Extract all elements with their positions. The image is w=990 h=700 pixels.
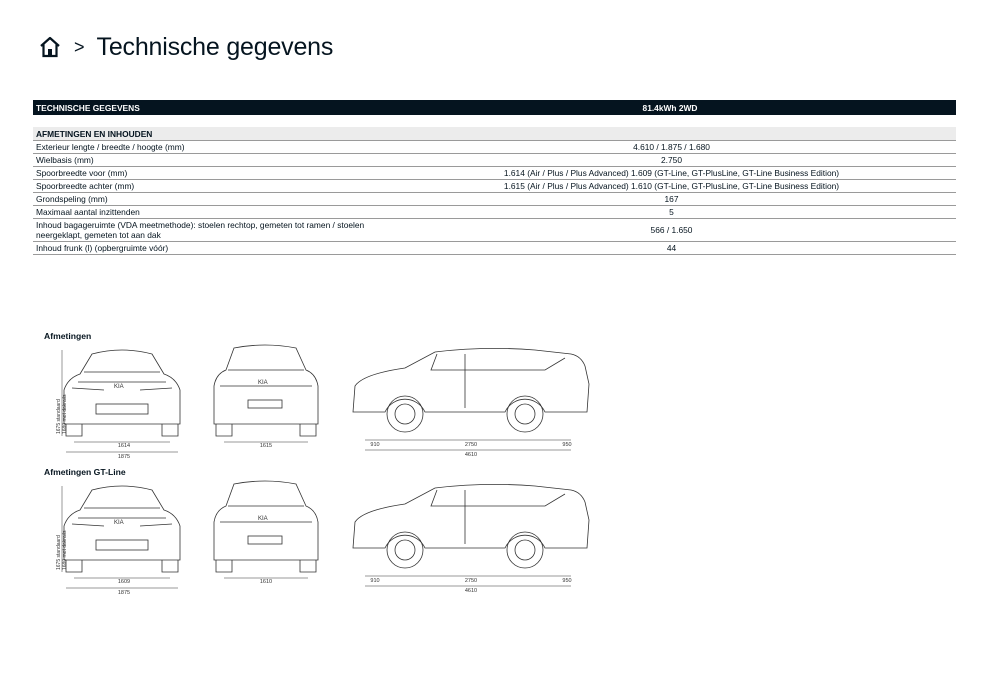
- side-view-drawing-gt: [345, 478, 595, 598]
- home-icon[interactable]: [38, 35, 62, 59]
- row-label: Inhoud bagageruimte (VDA meetmethode): stoelen rechtop, gemeten tot ramen / stoelen neergeklapt, gemeten tot aan dak: [33, 219, 387, 242]
- row-label: Spoorbreedte voor (mm): [33, 167, 387, 180]
- row-value: 5: [387, 206, 956, 219]
- table-row: [33, 206, 956, 219]
- front-overhang-label: 910: [370, 578, 380, 584]
- row-value: 167: [387, 193, 956, 206]
- breadcrumb-separator: >: [74, 36, 85, 57]
- drawing-title-standard: Afmetingen: [44, 331, 92, 341]
- svg-text:KIA: KIA: [114, 384, 124, 390]
- drawing-title-gt-line: Afmetingen GT-Line: [44, 467, 126, 477]
- front-width-label: 1875: [117, 590, 131, 596]
- svg-text:KIA: KIA: [114, 520, 124, 526]
- table-row: [33, 193, 956, 206]
- side-view-drawing: [345, 342, 595, 462]
- front-track-label: 1614: [117, 443, 131, 449]
- table-row: [33, 242, 956, 255]
- table-row: [33, 154, 956, 167]
- front-height-label: 1675 standaard: [56, 535, 62, 570]
- section-title: AFMETINGEN EN INHOUDEN: [33, 127, 956, 141]
- length-label: 4610: [464, 452, 478, 458]
- front-view-drawing: [52, 342, 192, 462]
- row-label: Exterieur lengte / breedte / hoogte (mm): [33, 141, 387, 154]
- spec-table: [33, 100, 956, 255]
- row-value: 4.610 / 1.875 / 1.680: [387, 141, 956, 154]
- rear-track-label: 1615: [259, 443, 273, 449]
- table-header-row: [33, 100, 956, 115]
- rear-overhang-label: 950: [562, 442, 572, 448]
- wheelbase-label: 2750: [464, 442, 478, 448]
- table-row: [33, 219, 956, 242]
- table-section-row: [33, 127, 956, 141]
- table-row: [33, 180, 956, 193]
- svg-text:KIA: KIA: [258, 380, 268, 386]
- table-row: [33, 141, 956, 154]
- front-height-rails-label: 1680 met dakrails: [62, 530, 68, 570]
- table-gap: [33, 115, 956, 127]
- front-overhang-label: 910: [370, 442, 380, 448]
- row-value: 566 / 1.650: [387, 219, 956, 242]
- page-title: Technische gegevens: [96, 32, 334, 61]
- row-value: 1.615 (Air / Plus / Plus Advanced) 1.610 (GT-Line, GT-PlusLine, GT-Line Business Edition): [387, 180, 956, 193]
- svg-text:KIA: KIA: [258, 516, 268, 522]
- row-label: Spoorbreedte achter (mm): [33, 180, 387, 193]
- front-track-label: 1609: [117, 579, 131, 585]
- rear-track-label: 1610: [259, 579, 273, 585]
- wheelbase-label: 2750: [464, 578, 478, 584]
- row-value: 2.750: [387, 154, 956, 167]
- table-header-label: TECHNISCHE GEGEVENS: [33, 100, 387, 115]
- rear-overhang-label: 950: [562, 578, 572, 584]
- row-label: Maximaal aantal inzittenden: [33, 206, 387, 219]
- row-label: Wielbasis (mm): [33, 154, 387, 167]
- table-header-value: 81.4kWh 2WD: [387, 100, 956, 115]
- front-width-label: 1875: [117, 454, 131, 460]
- length-label: 4610: [464, 588, 478, 594]
- front-height-label: 1675 standaard: [56, 399, 62, 434]
- row-value: 44: [387, 242, 956, 255]
- row-label: Grondspeling (mm): [33, 193, 387, 206]
- front-height-rails-label: 1680 met dakrails: [62, 394, 68, 434]
- rear-view-drawing-gt: [208, 478, 323, 588]
- front-view-drawing-gt: [52, 478, 192, 598]
- row-value: 1.614 (Air / Plus / Plus Advanced) 1.609 (GT-Line, GT-PlusLine, GT-Line Business Edition): [387, 167, 956, 180]
- page-header: [38, 32, 333, 62]
- table-row: [33, 167, 956, 180]
- row-label: Inhoud frunk (l) (opbergruimte vóór): [33, 242, 387, 255]
- rear-view-drawing: [208, 342, 323, 452]
